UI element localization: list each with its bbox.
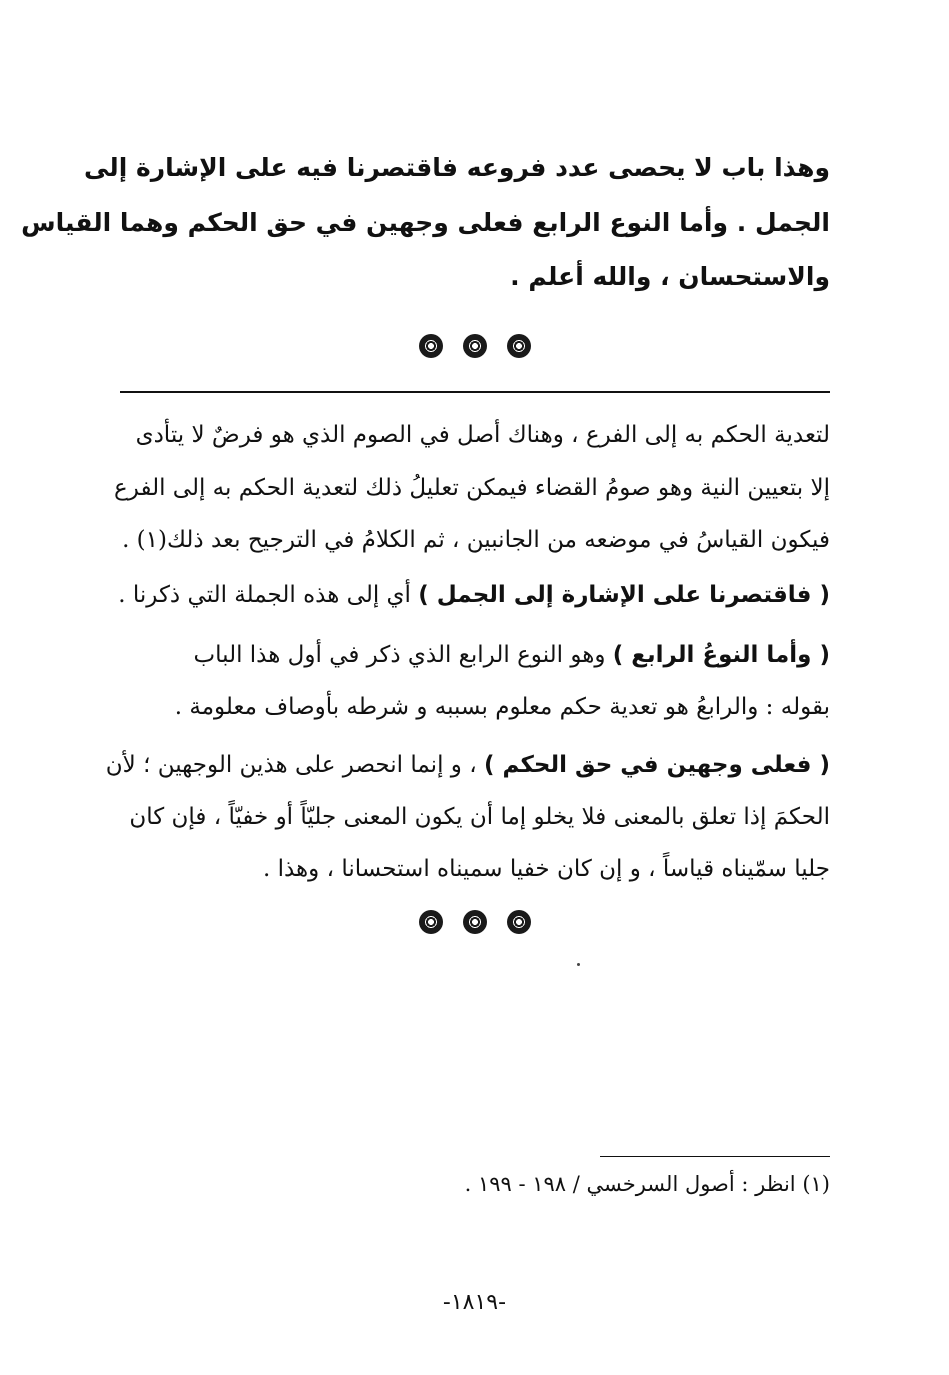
footnote-text: (١) انظر : أصول السرخسي / ١٩٨ - ١٩٩ .	[464, 1172, 830, 1196]
commentary-p4-line-3: جليا سمّيناه قياساً ، و إن كان خفيا سميناه استحسانا ، وهذا .	[262, 856, 830, 882]
commentary-p1-line-1: لتعدية الحكم به إلى الفرع ، وهناك أصل في الصوم الذي هو فرضٌ لا يتأدى	[135, 422, 830, 448]
commentary-p1-line-2: إلا بتعيين النية وهو صومُ القضاء فيمكن تعليلُ ذلك لتعدية الحكم به إلى الفرع	[114, 475, 830, 501]
commentary-p4-line-2: الحكمَ إذا تعلق بالمعنى فلا يخلو إما أن يكون المعنى جليّاً أو خفيّاً ، فإن كان	[129, 804, 830, 830]
flower-ornament-icon	[463, 334, 487, 358]
flower-ornament-icon	[419, 910, 443, 934]
commentary-text: ، و إنما انحصر على هذين الوجهين ؛ لأن	[105, 752, 484, 778]
commentary-text: وهو النوع الرابع الذي ذكر في أول هذا الباب	[193, 642, 613, 668]
flower-ornament-icon	[507, 334, 531, 358]
flower-ornament-icon	[463, 910, 487, 934]
page-number: -١٨١٩-	[442, 1290, 507, 1315]
commentary-p4-line-1	[105, 746, 830, 784]
scan-speck	[577, 963, 580, 966]
main-text-line-3: والاستحسان ، والله أعلم .	[510, 262, 830, 291]
commentary-text: أي إلى هذه الجملة التي ذكرنا .	[118, 582, 419, 608]
lemma-quote: ( فعلى وجهين في حق الحكم )	[483, 752, 830, 778]
ornament-separator-bottom	[0, 910, 949, 940]
ornament-separator-top	[0, 334, 949, 364]
footnote-rule	[600, 1156, 830, 1157]
lemma-quote: ( وأما النوعُ الرابع )	[612, 642, 830, 668]
commentary-p3-line-1	[120, 636, 830, 674]
flower-ornament-icon	[419, 334, 443, 358]
section-divider-rule	[120, 391, 830, 393]
commentary-p1-line-3: فيكون القياسُ في موضعه من الجانبين ، ثم الكلامُ في الترجيح بعد ذلك(١) .	[122, 527, 830, 553]
commentary-p3-line-2: بقوله : والرابعُ هو تعدية حكم معلوم بسببه و شرطه بأوصاف معلومة .	[174, 694, 830, 720]
main-text-line-1: وهذا باب لا يحصى عدد فروعه فاقتصرنا فيه على الإشارة إلى	[84, 153, 830, 182]
commentary-p2-line-1	[120, 576, 830, 614]
lemma-quote: ( فاقتصرنا على الإشارة إلى الجمل )	[418, 582, 830, 608]
main-text-line-2: الجمل . وأما النوع الرابع فعلى وجهين في حق الحكم وهما القياس	[21, 208, 830, 237]
flower-ornament-icon	[507, 910, 531, 934]
